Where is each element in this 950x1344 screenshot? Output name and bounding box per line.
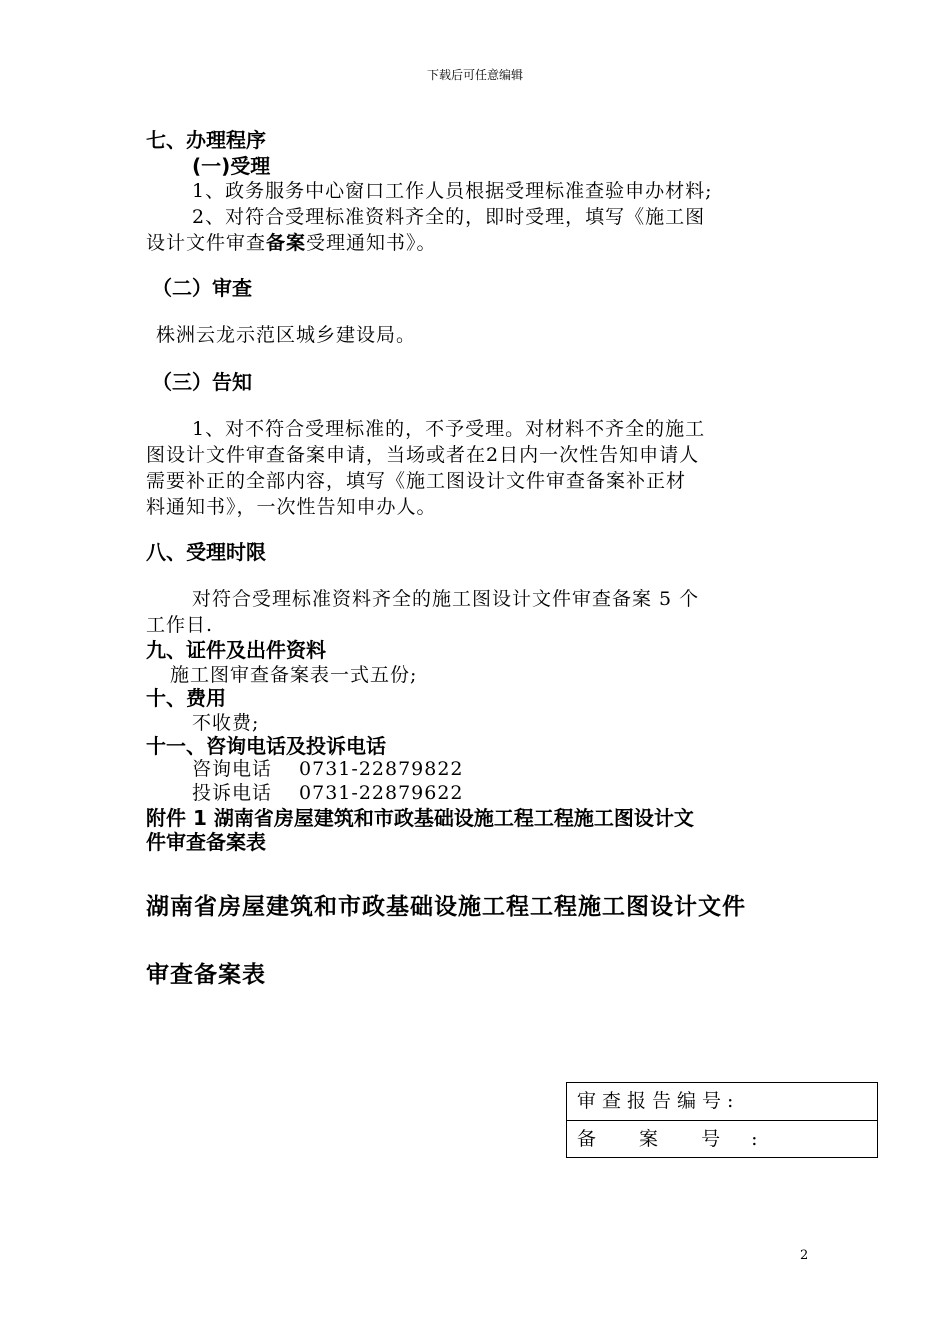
page-header: 下载后可任意编辑 [426, 68, 523, 82]
form-title: 湖南省房屋建筑和市政基础设施工程工程施工图设计文件 [146, 894, 746, 920]
paragraph-line [146, 228, 437, 255]
paragraph-line: 工作日. [146, 614, 214, 636]
page-number: 2 [800, 1248, 809, 1263]
consult-phone-line: 咨询电话 0731-22879822 [192, 758, 464, 780]
subsection-review-title: （二）审查 [152, 276, 252, 300]
paragraph-line: 施工图审查备案表一式五份; [170, 664, 418, 686]
paragraph-line: 株洲云龙示范区城乡建设局。 [156, 324, 417, 346]
complaint-phone-line: 投诉电话 0731-22879622 [192, 782, 464, 804]
paragraph-line: 2、对符合受理标准资料齐全的，即时受理，填写《施工图 [192, 206, 706, 228]
paragraph-line: 料通知书》，一次性告知申办人。 [146, 496, 437, 518]
filing-number-box [566, 1082, 878, 1158]
paragraph-line: 对符合受理标准资料齐全的施工图设计文件审查备案 5 个 [192, 588, 700, 610]
filing-number-field: 备 案 号 : [567, 1120, 877, 1157]
paragraph-line: 1、对不符合受理标准的，不予受理。对材料不齐全的施工 [192, 418, 706, 440]
attachment-title-line: 件审查备案表 [146, 830, 266, 854]
subsection-notify-title: （三）告知 [152, 370, 252, 394]
attachment-title-line: 附件 1 湖南省房屋建筑和市政基础设施工程工程施工图设计文 [146, 806, 694, 830]
bold-text-span: 备案 [266, 232, 307, 254]
subsection-accept-title: (一)受理 [192, 154, 271, 178]
paragraph-line: 需要补正的全部内容，填写《施工图设计文件审查备案补正材 [146, 470, 687, 492]
paragraph-line: 不收费; [192, 712, 260, 734]
section-8-title: 八、受理时限 [146, 540, 266, 564]
section-7-title: 七、办理程序 [146, 128, 266, 152]
paragraph-line: 1、政务服务中心窗口工作人员根据受理标准查验申办材料; [192, 180, 713, 202]
text-span: 受理通知书》。 [306, 232, 437, 254]
section-11-title: 十一、咨询电话及投诉电话 [146, 734, 386, 758]
review-report-number-field: 审查报告编号: [577, 1090, 740, 1112]
text-span: 设计文件审查 [146, 232, 267, 254]
form-title: 审查备案表 [146, 962, 266, 988]
section-9-title: 九、证件及出件资料 [146, 638, 326, 662]
section-10-title: 十、费用 [146, 686, 226, 710]
paragraph-line: 图设计文件审查备案申请，当场或者在2日内一次性告知申请人 [146, 444, 700, 466]
